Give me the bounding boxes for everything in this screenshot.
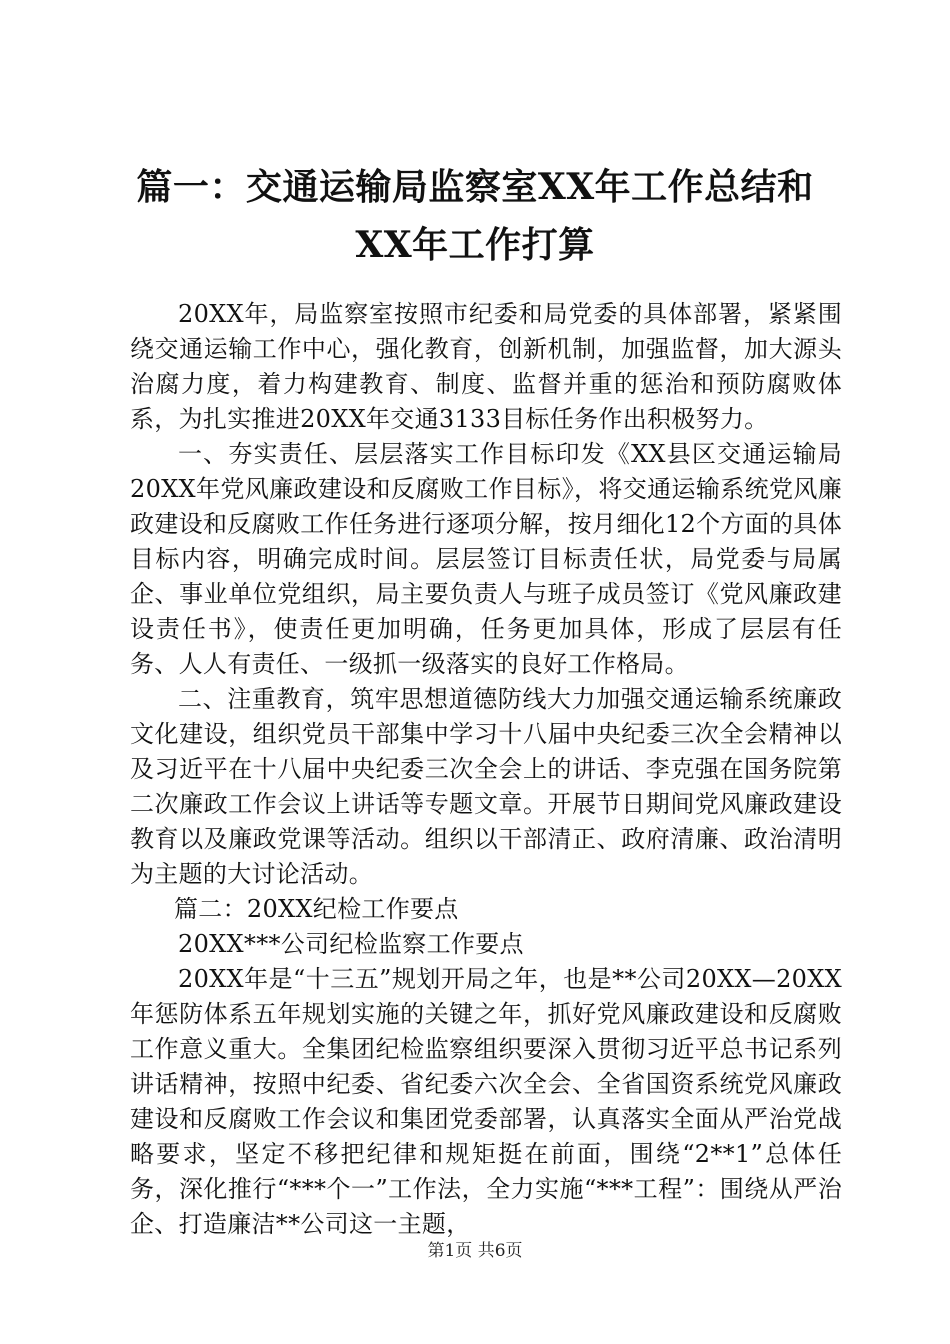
paragraph-part-two-subtitle: 20XX***公司纪检监察工作要点 (178, 930, 524, 958)
paragraph-intro: 20XX年，局监察室按照市纪委和局党委的具体部署，紧紧围绕交通运输工作中心，强化教育，创新机制，加强监督，加大源头治腐力度，着力构建教育、制度、监督并重的惩治和预防腐败体系，为扎实推进20XX年交通3133目标任务作出积极努力。 (130, 300, 842, 433)
paragraph-section-two: 二、注重教育，筑牢思想道德防线大力加强交通运输系统廉政文化建设，组织党员干部集中学习十八届中央纪委三次全会精神以及习近平在十八届中央纪委三次全会上的讲话、李克强在国务院第二次廉政工作会议上讲话等专题文章。开展节日期间党风廉政建设教育以及廉政党课等活动。组织以干部清正、政府清廉、政治清明为主题的大讨论活动。 (130, 685, 842, 888)
document-body (130, 297, 842, 1242)
paragraph-section-one: 一、夯实责任、层层落实工作目标印发《XX县区交通运输局20XX年党风廉政建设和反腐败工作目标》，将交通运输系统党风廉政建设和反腐败工作任务进行逐项分解，按月细化12个方面的具体目标内容，明确完成时间。层层签订目标责任状，局党委与局属企、事业单位党组织，局主要负责人与班子成员签订《党风廉政建设责任书》，使责任更加明确，任务更加具体，形成了层层有任务、人人有责任、一级抓一级落实的良好工作格局。 (130, 440, 842, 678)
document-title: 篇一：交通运输局监察室XX年工作总结和XX年工作打算 (136, 166, 814, 266)
paragraph-part-two-body: 20XX年是“十三五”规划开局之年，也是**公司20XX—20XX年惩防体系五年规划实施的关键之年，抓好党风廉政建设和反腐败工作意义重大。全集团纪检监察组织要深入贯彻习近平总书记系列讲话精神，按照中纪委、省纪委六次全会、全省国资系统党风廉政建设和反腐败工作会议和集团党委部署，认真落实全面从严治党战略要求，坚定不移把纪律和规矩挺在前面，围绕“2**1”总体任务，深化推行“***个一”工作法，全力实施“***工程”：围绕从严治企、打造廉洁**公司这一主题， (130, 965, 842, 1238)
paragraph-part-two-heading: 篇二：20XX纪检工作要点 (174, 895, 459, 923)
page-number-footer: 第1页 共6页 (427, 1241, 523, 1261)
